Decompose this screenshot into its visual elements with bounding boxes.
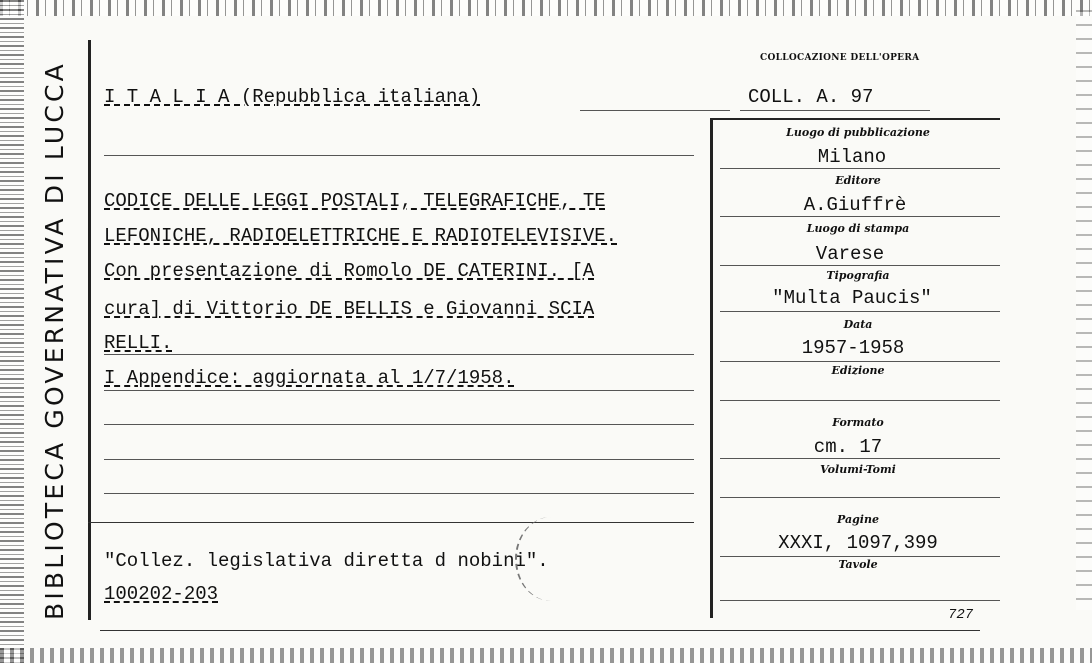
- place-of-printing-value: Varese: [815, 243, 885, 265]
- edition-label: Edizione: [831, 364, 885, 377]
- field-rule: [720, 168, 1000, 169]
- place-of-publication-value: Milano: [817, 146, 887, 168]
- card-edge-right: [1076, 10, 1092, 610]
- field-rule: [720, 311, 1000, 312]
- collocation-label: COLLOCAZIONE DELL'OPERA: [760, 53, 920, 63]
- field-rule: [720, 216, 1000, 217]
- bottom-rule: [100, 630, 980, 631]
- title-line-4: cura] di Vittorio DE BELLIS e Giovanni SCIA: [104, 298, 595, 320]
- place-of-publication-label: Luogo di pubblicazione: [786, 126, 930, 139]
- pages-label: Pagine: [837, 513, 879, 526]
- format-value: cm. 17: [813, 436, 883, 458]
- blank-rule: [104, 155, 694, 156]
- heading-underline: [580, 110, 730, 111]
- printer-label: Tipografia: [826, 269, 890, 282]
- field-rule: [720, 600, 1000, 601]
- field-rule: [720, 361, 1000, 362]
- printer-value: "Multa Paucis": [772, 287, 932, 309]
- publisher-value: A.Giuffrè: [803, 194, 907, 216]
- card-edge-left: [0, 0, 24, 663]
- notes-separator: [88, 522, 694, 523]
- field-rule: [720, 458, 1000, 459]
- country-heading: I T A L I A (Repubblica italiana): [104, 86, 481, 108]
- handwritten-number: 727: [948, 607, 974, 623]
- field-rule: [720, 497, 1000, 498]
- date-label: Data: [843, 318, 873, 331]
- title-line-5: RELLI.: [104, 332, 173, 354]
- field-rule: [720, 400, 1000, 401]
- volumes-label: Volumi-Tomi: [820, 463, 896, 476]
- card-edge-bottom: [0, 648, 1092, 663]
- title-line-3: Con presentazione di Romolo DE CATERINI. [A: [104, 260, 595, 282]
- plates-label: Tavole: [838, 558, 878, 571]
- title-line-1: CODICE DELLE LEGGI POSTALI, TELEGRAFICHE, TE: [104, 190, 606, 212]
- series-line-1: "Collez. legislativa diretta d nobini".: [104, 550, 549, 572]
- title-line-2: LEFONICHE, RADIOELETTRICHE E RADIOTELEVISIVE.: [104, 225, 618, 247]
- pages-value: XXXI, 1097,399: [778, 532, 938, 554]
- format-label: Formato: [832, 416, 884, 429]
- collocation-value: COLL. A. 97: [748, 86, 874, 108]
- field-rule: [720, 556, 1000, 557]
- place-of-printing-label: Luogo di stampa: [806, 222, 910, 235]
- appendix-rule: [104, 390, 694, 391]
- blank-rule: [104, 424, 694, 425]
- field-rule: [720, 265, 1000, 266]
- right-column-top-rule: [710, 118, 1000, 120]
- right-column-rule: [710, 118, 713, 618]
- title-rule-5: [104, 354, 694, 355]
- blank-rule: [104, 459, 694, 460]
- series-line-2: 100202-203: [104, 583, 219, 605]
- publisher-label: Editore: [835, 174, 881, 187]
- stamp-mark: [515, 517, 587, 601]
- date-value: 1957-1958: [801, 337, 905, 359]
- library-name: BIBLIOTECA GOVERNATIVA DI LUCCA: [40, 61, 69, 620]
- left-margin-rule: [88, 40, 91, 620]
- appendix-line: I Appendice: aggiornata al 1/7/1958.: [104, 367, 515, 389]
- collocation-underline: [740, 110, 930, 111]
- blank-rule: [104, 493, 694, 494]
- card-edge-top: [0, 0, 1092, 16]
